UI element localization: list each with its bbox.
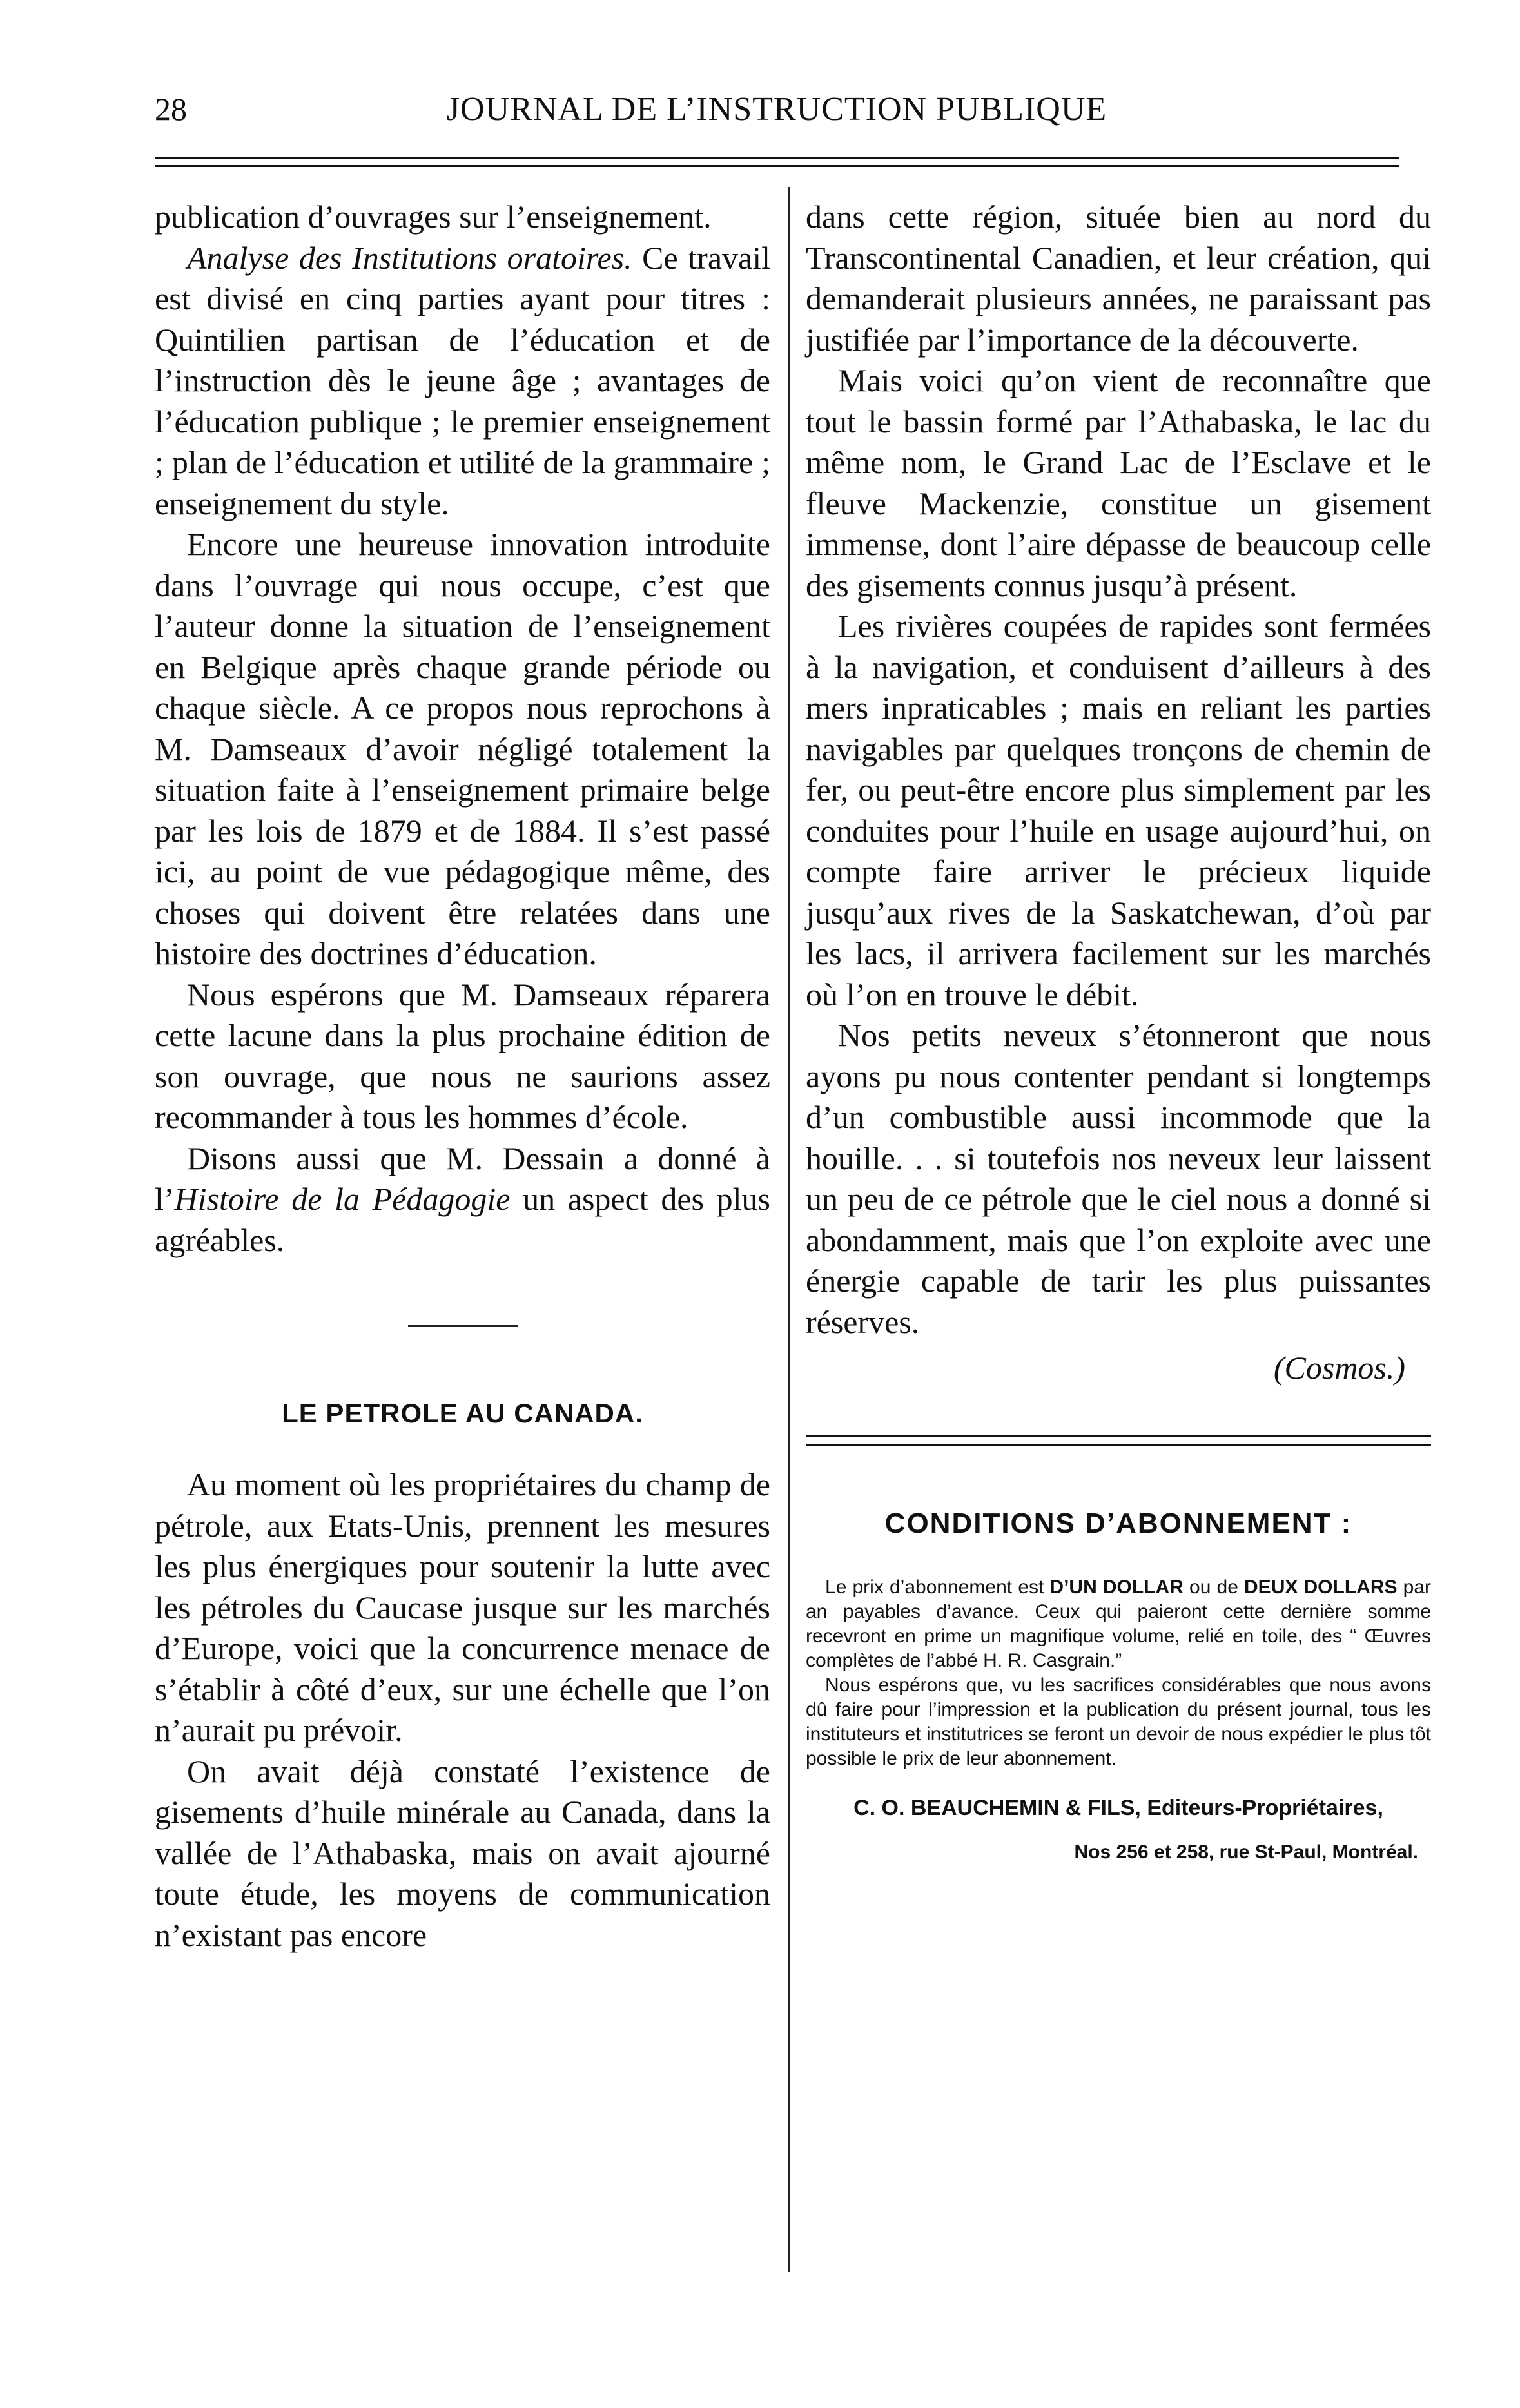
- paragraph: dans cette région, située bien au nord du Transcontinental Canadien, et leur création, qui demanderait plusieurs années, ne paraissant pas justifiée par l’importance de la découverte.: [806, 199, 1431, 358]
- publisher-line: C. O. BEAUCHEMIN & FILS, Editeurs-Propriétaires,: [853, 1796, 1383, 1820]
- column-divider: [788, 187, 790, 2272]
- subscription-paragraph: Le prix d’abonnement est D’UN DOLLAR ou de DEUX DOLLARS par an payables d’avance. Ceux qui paieront cette dernière somme recevront en prime un magnifique volume, relié en toile, des “ Œuvres complètes de l’abbé H. R. Casgrain.”: [806, 1577, 1431, 1671]
- paragraph: Au moment où les propriétaires du champ de pétrole, aux Etats-Unis, prennent les mesures les plus énergiques pour soutenir la lutte avec les pétroles du Caucase jusque sur les marchés d’Europe, voici que la concurrence menace de s’établir à côté d’eux, sur une échelle que l’on n’aurait pu prévoir.: [155, 1466, 770, 1748]
- paragraph: Disons aussi que M. Dessain a donné à l’Histoire de la Pédagogie un aspect des plus agréables.: [155, 1140, 770, 1258]
- paragraph: Nous espérons que M. Damseaux réparera cette lacune dans la plus prochaine édition de son ouvrage, que nous ne saurions assez recommander à tous les hommes d’école.: [155, 976, 770, 1135]
- paragraph: Encore une heureuse innovation introduite dans l’ouvrage qui nous occupe, c’est que l’auteur donne la situation de l’enseignement en Belgique après chaque grande période ou chaque siècle. A ce propos nous reprochons à M. Damseaux d’avoir négligé totalement la situation faite à l’enseignement primaire belge par les lois de 1879 et de 1884. Il s’est passé ici, au point de vue pédagogique même, des choses qui doivent être relatées dans une histoire des doctrines d’éducation.: [155, 526, 770, 971]
- section-title: LE PETROLE AU CANADA.: [282, 1398, 643, 1428]
- left-column: [155, 197, 770, 1956]
- italic-title: Analyse des Institutions oratoires.: [187, 239, 632, 276]
- italic-title: Histoire de la Pédagogie: [174, 1181, 511, 1217]
- divider-rule: [806, 1444, 1431, 1446]
- section-separator: [408, 1325, 518, 1327]
- source-credit: (Cosmos.): [1273, 1350, 1405, 1386]
- publisher-address: Nos 256 et 258, rue St-Paul, Montréal.: [1074, 1841, 1418, 1863]
- paragraph: Analyse des Institutions oratoires. Ce travail est divisé en cinq parties ayant pour titres : Quintilien partisan de l’éducation et de l’instruction dès le jeune âge ; avantages de l’éducation publique ; le premier enseignement ; plan de l’éducation et utilité de la grammaire ; enseignement du style.: [155, 239, 770, 521]
- paragraph: Nos petits neveux s’étonneront que nous ayons pu nous contenter pendant si longtemps d’un combustible aussi incommode que la houille. . . si toutefois nos neveux leur laissent un peu de ce pétrole que le ciel nous a donné si abondamment, mais que l’on exploite avec une énergie capable de tarir les plus puissantes réserves.: [806, 1017, 1431, 1340]
- subscription-box: [806, 1508, 1431, 1863]
- divider-rule: [806, 1435, 1431, 1437]
- running-title: JOURNAL DE L’INSTRUCTION PUBLIQUE: [446, 91, 1107, 128]
- paragraph: On avait déjà constaté l’existence de gisements d’huile minérale au Canada, dans la vallée de l’Athabaska, mais on avait ajourné toute étude, les moyens de communication n’existant pas encore: [155, 1753, 770, 1953]
- header-rule-top: [155, 157, 1399, 159]
- header-rule-bottom: [155, 165, 1399, 167]
- subscription-paragraph: Nous espérons que, vu les sacrifices considérables que nous avons dû faire pour l’impression et la publication du présent journal, tous les instituteurs et institutrices se feront un devoir de nous expédier le plus tôt possible le prix de leur abonnement.: [806, 1675, 1431, 1769]
- page-header: [155, 90, 1399, 148]
- paragraph: Les rivières coupées de rapides sont fermées à la navigation, et conduisent d’ailleurs à des mers inpraticables ; mais en reliant les parties navigables par quelques tronçons de chemin de fer, ou peut-être encore plus simplement par les conduites pour l’huile en usage aujourd’hui, on compte faire arriver le précieux liquide jusqu’aux rives de la Saskatchewan, d’où par les lacs, il arrivera facilement sur les marchés où l’on en trouve le débit.: [806, 608, 1431, 1013]
- paragraph: Mais voici qu’on vient de reconnaître que tout le bassin formé par l’Athabaska, le lac du même nom, le Grand Lac de l’Esclave et le fleuve Mackenzie, constitue un gisement immense, dont l’aire dépasse de beaucoup celle des gisements connus jusqu’à présent.: [806, 362, 1431, 603]
- right-column: [806, 197, 1431, 1863]
- page-number: 28: [155, 91, 187, 127]
- subscription-title: CONDITIONS D’ABONNEMENT :: [884, 1508, 1352, 1539]
- paragraph: publication d’ouvrages sur l’enseignement.: [155, 199, 712, 235]
